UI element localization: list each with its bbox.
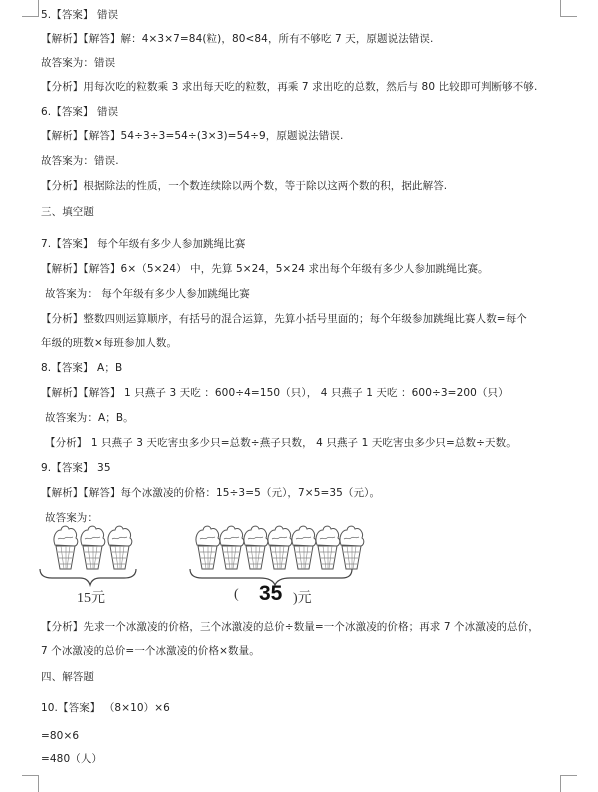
q5-analysis: 【解析】【解答】解：4×3×7=84(粒)，80<84，所有不够吃 7 天，原题说法错误. [41,33,434,45]
left-total-label: 15元 [77,591,105,606]
q10-step-1: =80×6 [41,730,80,742]
q5-note: 【分析】用每次吃的粒数乘 3 求出每天吃的粒数，再乘 7 求出吃的总数，然后与 80 比较即可判断够不够. [41,81,538,93]
ice-cream-icon [340,526,364,569]
ice-cream-icon [220,526,244,569]
section-4: 四、解答题 [41,671,94,683]
q6-answer: 6.【答案】 错误 [41,106,119,118]
q9-note-1: 【分析】先求一个冰激凌的价格，三个冰激凌的总价÷数量=一个冰激凌的价格；再求 7 个冰激凌的总价， [41,621,539,633]
right-open-paren: ( [234,587,239,602]
ice-cream-figure [0,525,598,625]
crop-mark-bottom-left [22,775,39,792]
q8-analysis: 【解析】【解答】 1 只燕子 3 天吃 ：600÷4=150（只）， 4 只燕子 1 天吃 ：600÷3=200（只） [41,387,509,399]
ice-cream-icon [292,526,316,569]
ice-cream-icon [244,526,268,569]
q10-answer: 10.【答案】 （8×10）×6 [41,702,170,714]
q7-conclusion: 故答案为： 每个年级有多少人参加跳绳比赛 [45,288,250,300]
q5-conclusion: 故答案为：错误 [41,57,116,69]
crop-mark-bottom-right [560,775,577,792]
ice-cream-icon [316,526,340,569]
q6-conclusion: 故答案为：错误. [41,155,119,167]
ice-cream-icon [196,526,220,569]
q8-note: 【分析】 1 只燕子 3 天吃害虫多少只=总数÷燕子只数， 4 只燕子 1 天吃害虫多少只=总数÷天数。 [45,437,517,449]
ice-cream-icon [54,526,78,569]
q6-analysis: 【解析】【解答】54÷3÷3=54÷(3×3)=54÷9，原题说法错误. [41,130,344,142]
section-3: 三、填空题 [41,206,94,218]
ice-cream-icon [108,526,132,569]
q8-answer: 8.【答案】 A；B [41,362,123,374]
q9-analysis: 【解析】【解答】每个冰激凌的价格：15÷3=5（元），7×5=35（元）。 [41,487,381,499]
crop-mark-top-left [22,0,39,17]
q9-answer: 9.【答案】 35 [41,462,111,474]
q6-note: 【分析】根据除法的性质，一个数连续除以两个数，等于除以这两个数的积，据此解答. [41,180,448,192]
left-brace [40,569,136,585]
q8-conclusion: 故答案为：A；B。 [45,412,134,424]
q7-note-2: 年级的班数×每班参加人数。 [41,337,178,349]
crop-mark-top-right [560,0,577,17]
ice-cream-icon [268,526,292,569]
q10-step-2: =480（人） [41,753,103,765]
right-total-value: 35 [259,582,283,605]
q9-note-2: 7 个冰激凌的总价=一个冰激凌的价格×数量。 [41,645,260,657]
q7-answer: 7.【答案】 每个年级有多少人参加跳绳比赛 [41,238,246,250]
ice-cream-icon [81,526,105,569]
q9-conclusion: 故答案为： [45,512,98,524]
right-total-label: )元 [293,591,312,606]
q7-analysis: 【解析】【解答】6×（5×24） 中，先算 5×24，5×24 求出每个年级有多少人参加跳绳比赛。 [41,263,489,275]
q5-answer: 5.【答案】 错误 [41,9,119,21]
left-cones [54,526,132,569]
right-cones [196,526,364,569]
q7-note-1: 【分析】整数四则运算顺序，有括号的混合运算，先算小括号里面的；每个年级参加跳绳比赛人数=每个 [41,313,527,325]
